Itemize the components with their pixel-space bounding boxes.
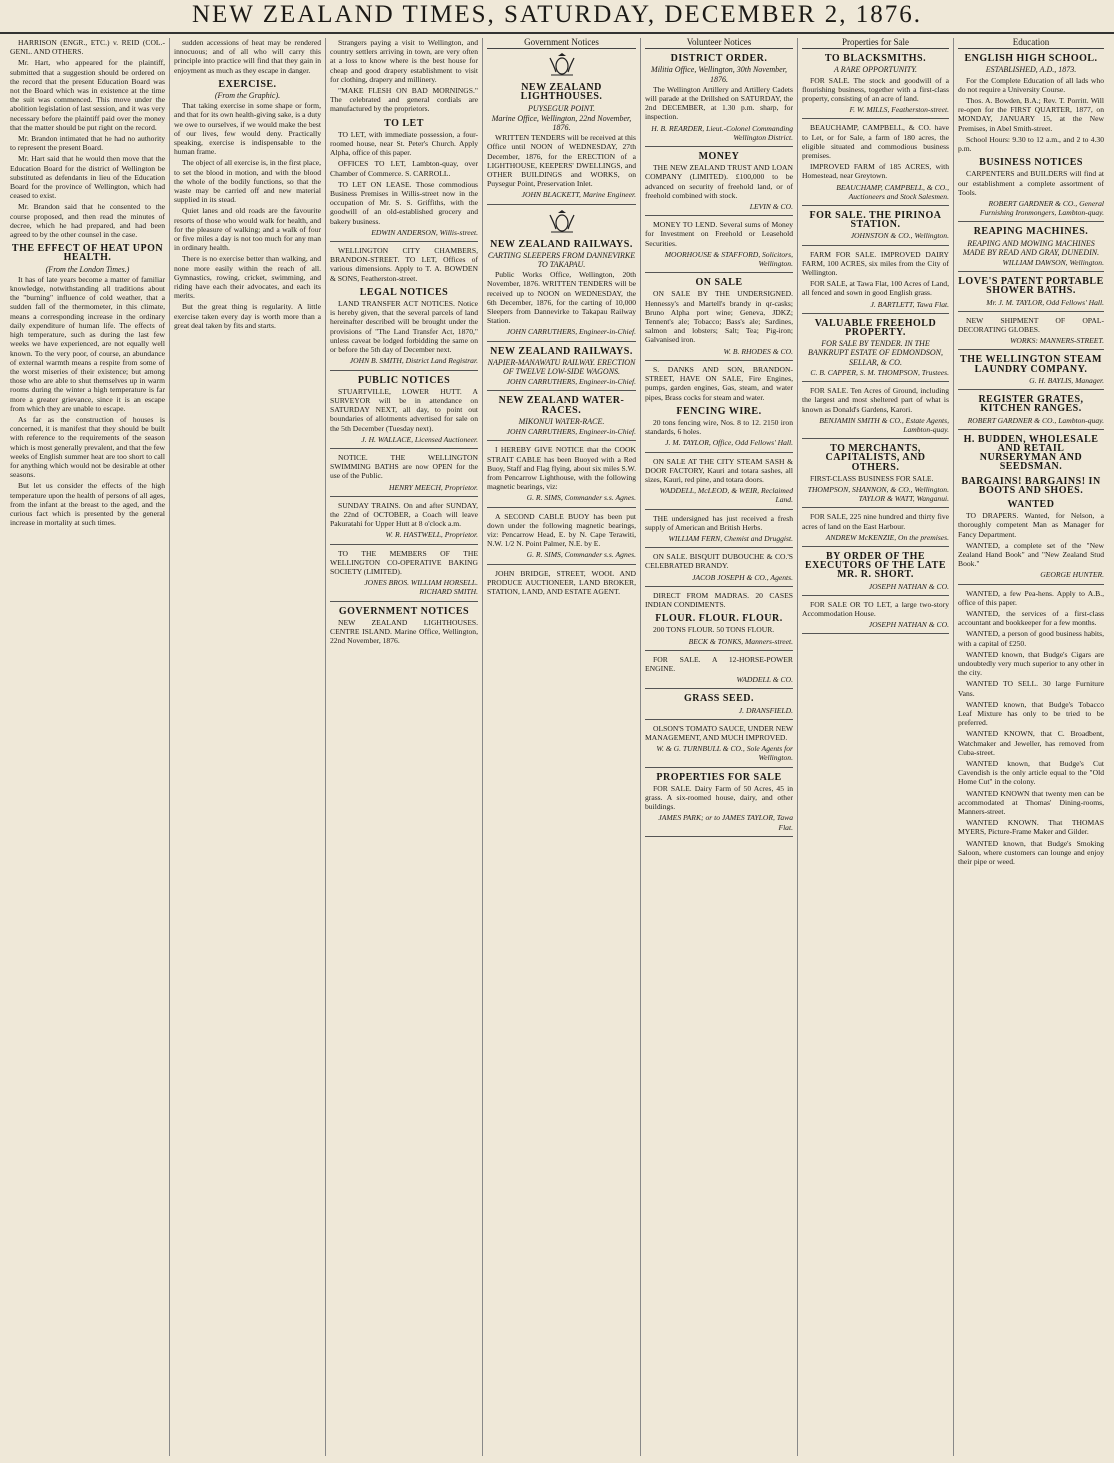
article-paragraph: Mr. Hart, who appeared for the plaintiff, submitted that a suggestion should be ordered on the record that the present Education Board was not the Board which was in existence at the time the suit was commenced. This move under the abolition legislation of last session, and it was very necessary before the plaintiff paid over the money that the matter should be put right on the record.	[10, 58, 166, 132]
article-paragraph: 200 TONS FLOUR. 50 TONS FLOUR.	[653, 625, 775, 635]
advert-signature: W. R. HASTWELL, Proprietor.	[385, 530, 478, 540]
advert-signature: W. B. RHODES & CO.	[723, 346, 793, 356]
advert-signature: WADDELL, McLEOD, & WEIR, Reclaimed Land.	[659, 486, 793, 505]
advert-signature: EDWIN ANDERSON, Willis-street.	[371, 227, 478, 237]
advert-heading: TO LET	[384, 117, 424, 129]
advert-heading: MONEY	[698, 151, 740, 163]
advert-heading: H. BUDDEN, WHOLESALE AND RETAIL NURSERYMAN AND SEEDSMAN.	[963, 433, 1099, 473]
article-paragraph: LAND TRANSFER ACT NOTICES. Notice is hereby given, that the several parcels of land hereinafter described will be brought under the provisions of "The Land Transfer Act, 1870," unless caveat be lodged forbidding the same on or before the 5th day of December next.	[330, 299, 478, 355]
column-5	[640, 38, 797, 1456]
divider	[645, 547, 793, 548]
advert-signature: GEORGE HUNTER.	[1040, 570, 1104, 580]
article-paragraph: NOTICE. THE WELLINGTON SWIMMING BATHS are now OPEN for the use of the Public.	[330, 452, 478, 481]
divider	[645, 272, 793, 273]
divider	[645, 650, 793, 651]
article-paragraph: ON SALE BY THE UNDERSIGNED. Hennessy's and Martell's brandy in qr-casks; Bruno Alpha port wine; Geneva, JDKZ; Tennent's ale; Tobacco; Bass's ale; Sardines, salmon and lobsters; Salt; Tea; Pig-iron; Galvanised iron.	[645, 289, 793, 345]
article-paragraph: FARM FOR SALE. IMPROVED DAIRY FARM, 100 ACRES, six miles from the City of Wellington.	[802, 249, 949, 278]
divider	[802, 118, 949, 119]
advert-heading: LEGAL NOTICES	[359, 286, 449, 298]
advert-heading: FOR SALE. THE PIRINOA STATION.	[809, 210, 942, 231]
advert-signature: JOHN CARRUTHERS, Engineer-in-Chief.	[506, 327, 636, 337]
masthead	[0, 0, 1114, 34]
advert-signature: F. W. MILLS, Featherston-street.	[849, 105, 949, 115]
advert-heading: NEW ZEALAND LIGHTHOUSES.	[520, 82, 603, 103]
advert-heading: NEW ZEALAND WATER-RACES.	[498, 395, 625, 416]
divider	[645, 586, 793, 587]
article-paragraph: SUNDAY TRAINS. On and after SUNDAY, the 22nd of OCTOBER, a Coach will leave Pakuratahi for Upper Hutt at 8 o'clock a.m.	[330, 500, 478, 529]
advert-signature: WADDELL & CO.	[736, 675, 793, 685]
advert-signature: J. DRANSFIELD.	[738, 705, 793, 715]
article-paragraph: sudden accessions of heat may be rendered innocuous; and of all who will carry this principle into practice will find that they gain in enjoyment as much as they escape in danger.	[174, 38, 321, 75]
advert-signature: ANDREW McKENZIE, On the premises.	[825, 532, 949, 542]
advert-subheading: ESTABLISHED, A.D., 1873.	[985, 65, 1077, 75]
advert-signature: JOSEPH NATHAN & CO.	[868, 620, 949, 630]
article-paragraph: WRITTEN TENDERS will be received at this Office until NOON of WEDNESDAY, 27th December, 1876, for the ERECTION of a LIGHTHOUSE, KEEPERS' DWELLINGS, and OTHER BUILDINGS and WORKS, on Puysegur Point, Preservation Inlet.	[487, 133, 636, 189]
article-paragraph: NEW SHIPMENT OF OPAL-DECORATING GLOBES.	[958, 315, 1104, 335]
divider	[330, 448, 478, 449]
advert-signature: G. H. BAYLIS, Manager.	[1029, 375, 1104, 385]
article-paragraph: "MAKE FLESH ON BAD MORNINGS." The celebrated and general cordials are manufactured by the proprietors.	[330, 86, 478, 114]
divider	[330, 544, 478, 545]
advert-heading: REGISTER GRATES, KITCHEN RANGES.	[978, 394, 1084, 415]
advert-heading: WANTED	[1007, 498, 1055, 510]
advert-signature: ROBERT GARDNER & CO., General Furnishing Ironmongers, Lambton-quay.	[979, 199, 1104, 218]
divider	[802, 313, 949, 314]
divider	[645, 452, 793, 453]
advert-signature: BECK & TONKS, Manners-street.	[688, 636, 793, 646]
article-paragraph: 20 tons fencing wire, Nos. 8 to 12. 2150 iron standards, 6 holes.	[645, 417, 793, 437]
article-paragraph: NEW ZEALAND LIGHTHOUSES. CENTRE ISLAND. Marine Office, Wellington, 22nd November, 1876.	[330, 617, 478, 646]
article-paragraph: WANTED KNOWN. That THOMAS MYERS, Picture-Frame Maker and Gilder.	[958, 818, 1104, 837]
article-paragraph: But let us consider the effects of the high temperature upon the health of persons of all ages, from the infant at the breast to the aged, and the curious fact which is presented by the general increase in mortality at such times.	[10, 481, 165, 528]
article-paragraph: WANTED, a few Pea-hens. Apply to A.B., office of this paper.	[958, 588, 1104, 607]
article-paragraph: WANTED known, that Budge's Smoking Saloon, where customers can lounge and enjoy their pipe or weed.	[958, 838, 1104, 867]
advert-signature: JOHN CARRUTHERS, Engineer-in-Chief.	[506, 427, 636, 437]
column-7	[953, 38, 1108, 1456]
advert-heading: GRASS SEED.	[684, 693, 754, 705]
divider	[645, 688, 793, 689]
coat-of-arms-icon	[545, 209, 579, 235]
advert-signature: LEVIN & CO.	[749, 202, 793, 212]
advert-subheading: Militia Office, Wellington, 30th November, 1876.	[651, 65, 787, 84]
advert-signature: JONES BROS. WILLIAM HORSELL. RICHARD SMITH.	[364, 578, 478, 597]
advert-subheading: (From the Graphic).	[214, 91, 281, 101]
divider	[802, 245, 949, 246]
article-paragraph: FOR SALE. Ten Acres of Ground, including the largest and most sheltered part of what is known as Donald's Gardens, Karori.	[802, 386, 949, 414]
advert-signature: W. & G. TURNBULL & CO., Sole Agents for Wellington.	[656, 744, 793, 763]
article-paragraph: FOR SALE, 225 nine hundred and thirty five acres of land on the East Harbour.	[802, 512, 949, 531]
advert-signature: WILLIAM DAWSON, Wellington.	[1002, 258, 1104, 268]
advert-subheading: PUYSEGUR POINT.	[528, 103, 595, 113]
advert-subheading: NAPIER-MANAWATU RAILWAY. ERECTION OF TWELVE LOW-SIDE WAGONS.	[487, 357, 636, 377]
article-paragraph: FOR SALE. A 12-HORSE-POWER ENGINE.	[645, 654, 793, 673]
advert-signature: G. R. SIMS, Commander s.s. Agnes.	[526, 550, 636, 560]
advert-signature: BEAUCHAMP, CAMPBELL, & CO., Auctioneers and Stock Salesmen.	[836, 182, 949, 201]
divider	[645, 836, 793, 837]
advert-signature: C. B. CAPPER, S. M. THOMPSON, Trustees.	[810, 367, 949, 377]
advert-heading: ENGLISH HIGH SCHOOL.	[964, 53, 1098, 65]
advert-subheading: Marine Office, Wellington, 22nd November, 1876.	[491, 113, 632, 133]
divider	[330, 496, 478, 497]
divider	[645, 719, 793, 720]
article-paragraph: HARRISON (ENGR., ETC.) v. REID (COL.-GENL. AND OTHERS.	[10, 38, 165, 57]
divider	[487, 204, 636, 205]
article-paragraph: STUARTVILLE, LOWER HUTT. A SURVEYOR will be in attendance on SATURDAY NEXT, all day, to point out boundaries of allotments advertised for sale on the 5th December (Tuesday next).	[330, 386, 478, 433]
advert-heading: DISTRICT ORDER.	[670, 53, 768, 65]
article-paragraph: FOR SALE. The stock and goodwill of a flourishing business, together with a first-class property, consisting of an acre of land.	[802, 75, 949, 104]
advert-heading: LOVE'S PATENT PORTABLE SHOWER BATHS.	[958, 276, 1104, 297]
divider	[487, 507, 636, 508]
advert-heading: BARGAINS! BARGAINS! IN BOOTS AND SHOES.	[961, 475, 1101, 496]
article-paragraph: For the Complete Education of all lads who do not require a University Course.	[958, 75, 1104, 94]
divider	[958, 584, 1104, 585]
article-paragraph: CARPENTERS and BUILDERS will find at our establishment a complete assortment of Tools.	[958, 169, 1104, 197]
advert-heading: GOVERNMENT NOTICES	[338, 605, 470, 617]
advert-signature: MOORHOUSE & STAFFORD, Solicitors, Wellington.	[664, 249, 793, 269]
divider	[330, 370, 478, 371]
article-paragraph: FIRST-CLASS BUSINESS FOR SALE.	[810, 473, 934, 483]
column-4	[482, 38, 640, 1456]
column-heading: Government Notices	[487, 38, 636, 49]
advert-signature: J. H. WALLACE, Licensed Auctioneer.	[361, 434, 478, 444]
advert-signature: JOHN BLACKETT, Marine Engineer.	[521, 190, 636, 200]
article-paragraph: WANTED known, that Budge's Cut Cavendish is the only article equal to the "Old Home Cut" in the colony.	[958, 759, 1104, 787]
divider	[958, 429, 1104, 430]
article-paragraph: A SECOND CABLE BUOY has been put down under the following magnetic bearings, viz: Pencarrow Head, E. by N. Cape Terawiti, N.W. 1/2 N. Point Palmer, N.E. by E.	[487, 511, 636, 549]
advert-heading: THE WELLINGTON STEAM LAUNDRY COMPANY.	[960, 354, 1102, 375]
advert-subheading: CARTING SLEEPERS FROM DANNEVIRKE TO TAKAPAU.	[487, 250, 636, 270]
article-paragraph: THE NEW ZEALAND TRUST AND LOAN COMPANY (LIMITED). £100,000 to be advanced on security of freehold land, or of freehold combined with stock.	[645, 163, 793, 200]
article-paragraph: WANTED TO SELL. 30 large Furniture Vans.	[958, 679, 1104, 698]
advert-heading: ON SALE	[695, 277, 743, 289]
article-paragraph: ON SALE. BISQUIT DUBOUCHE & CO.'S CELEBRATED BRANDY.	[645, 552, 793, 571]
divider	[330, 241, 478, 242]
article-paragraph: MONEY TO LEND. Several sums of Money for Investment on Freehold or Leasehold Securities.	[645, 220, 793, 248]
column-heading: Properties for Sale	[802, 38, 949, 49]
article-paragraph: IMPROVED FARM of 185 ACRES, with Homestead, near Greytown.	[802, 162, 949, 181]
advert-signature: G. R. SIMS, Commander s.s. Agnes.	[526, 493, 636, 503]
article-paragraph: THE undersigned has just received a fresh supply of American and British Herbs.	[645, 513, 793, 532]
divider	[802, 595, 949, 596]
advert-heading: BY ORDER OF THE EXECUTORS OF THE LATE MR. R. SHORT.	[805, 550, 946, 581]
column-heading: Volunteer Notices	[645, 38, 793, 49]
divider	[958, 311, 1104, 312]
divider	[958, 271, 1104, 272]
divider	[802, 546, 949, 547]
divider	[487, 341, 636, 342]
article-paragraph: WANTED KNOWN, that C. Broadbent, Watchmaker and Jeweller, has removed from Cuba-street.	[958, 729, 1104, 757]
column-6	[797, 38, 953, 1456]
divider	[645, 360, 793, 361]
advert-signature: J. BARTLETT, Tawa Flat.	[870, 299, 949, 309]
divider	[802, 205, 949, 206]
masthead-title: NEW ZEALAND TIMES, SATURDAY, DECEMBER 2, 1876.	[191, 1, 922, 28]
advert-signature: JOHN CARRUTHERS, Engineer-in-Chief.	[506, 377, 636, 387]
column-3	[325, 38, 482, 1456]
column-2	[169, 38, 325, 1456]
advert-signature: WORKS: MANNERS-STREET.	[1010, 336, 1104, 346]
article-paragraph: Thos. A. Bowden, B.A.; Rev. T. Porritt. Will re-open for the FIRST QUARTER, 1877, on MONDAY, JANUARY 15, at the New Premises, in Abel Smith-street.	[958, 96, 1104, 133]
article-paragraph: FOR SALE. Dairy Farm of 50 Acres, 45 in grass. A six-roomed house, dairy, and other buildings.	[645, 783, 793, 812]
article-paragraph: Mr. Brandon said that he consented to the course proposed, and then read the minutes of decree, which he had prepared, and had been agreed to by the other counsel in the case.	[10, 202, 165, 240]
article-paragraph: That taking exercise in some shape or form, and that for its own health-giving sake, is a duty we owe to ourselves, if we would make the best of our lives, few would deny. Practically speaking, exercise is indispensable to the human frame.	[174, 101, 321, 157]
article-paragraph: It has of late years become a matter of familiar knowledge, notwithstanding all traditions about the "burning" influence of cold weather, that a sudden fall of the thermometer, in this climate, means a corresponding increase in the ordinary daily expenditure of human life. The effects of high temperature, such as during the last few weeks we have experienced, are not equally well known. To the very poor, of course, an abundance of external warmth means a respite from some of the worst miseries of their existence; but among those who are able to shut themselves up in warm rooms during the winter a high temperature is far more a greater grievance, since it is an escape from which they are unable to escape.	[10, 274, 165, 413]
column-heading: Education	[958, 38, 1104, 49]
article-paragraph: OFFICES TO LET, Lambton-quay, over Chamber of Commerce. S. CARROLL.	[330, 159, 478, 178]
advert-signature: BENJAMIN SMITH & CO., Estate Agents, Lambton-quay.	[819, 415, 949, 434]
column-1	[6, 38, 169, 1456]
divider	[330, 601, 478, 602]
advert-signature: HENRY MEECH, Proprietor.	[388, 482, 478, 492]
divider	[802, 507, 949, 508]
article-paragraph: WELLINGTON CITY CHAMBERS, BRANDON-STREET. TO LET, Offices of various dimensions. Apply to T. A. BOWDEN & SONS, Featherston-street.	[330, 246, 478, 283]
article-paragraph: The Wellington Artillery and Artillery Cadets will parade at the Drillshed on SATURDAY, the 2nd DECEMBER, at 1.30 p.m. sharp, for inspection.	[645, 84, 793, 122]
advert-signature: ROBERT GARDNER & CO., Lambton-quay.	[967, 415, 1104, 425]
divider	[487, 564, 636, 565]
advert-signature: JOHNSTON & CO., Wellington.	[850, 231, 949, 241]
advert-subheading: REAPING AND MOWING MACHINES MADE BY READ AND GRAY, DUNEDIN.	[962, 238, 1100, 257]
columns-container	[6, 38, 1108, 1456]
advert-subheading: MIKONUI WATER-RACE.	[518, 416, 605, 426]
article-paragraph: Quiet lanes and old roads are the favourite resorts of those who would walk for health, and for the pleasure of walking; and a walk of four or five miles a day is not too much for any man in ordinary health.	[174, 206, 321, 253]
divider	[802, 381, 949, 382]
advert-heading: THE EFFECT OF HEAT UPON HEALTH.	[11, 243, 164, 264]
advert-signature: Mr. J. M. TAYLOR, Odd Fellows' Hall.	[986, 297, 1104, 307]
advert-heading: EXERCISE.	[218, 78, 277, 90]
advert-signature: JACOB JOSEPH & CO., Agents.	[692, 572, 793, 582]
advert-heading: PROPERTIES FOR SALE	[656, 771, 782, 783]
article-paragraph: WANTED KNOWN that twenty men can be accommodated at Thomas' Dining-rooms, Manners-street.	[958, 788, 1104, 817]
divider	[645, 215, 793, 216]
article-paragraph: But the great thing is regularity. A little exercise taken every day is worth more than a great deal taken by fits and starts.	[174, 302, 321, 330]
article-paragraph: As far as the construction of houses is concerned, it is manifest that they should be built with reference to the requirements of the season which is most generally prevalent, and that the few weeks of English summer heat are too short to call for anything which would not be desirable at other seasons.	[10, 414, 165, 480]
article-paragraph: Public Works Office, Wellington, 20th November, 1876. WRITTEN TENDERS will be received up to NOON on WEDNESDAY, the 6th December, 1876, for the carting of 10,000 Sleepers from Dannevirke to Takapau Railway Station.	[487, 270, 636, 326]
article-paragraph: S. DANKS AND SON, BRANDON-STREET, HAVE ON SALE, Fire Engines, pumps, garden engines, Gas, steam, and water pipes, Brass cocks for steam and water.	[645, 364, 793, 402]
article-paragraph: School Hours: 9.30 to 12 a.m., and 2 to 4.30 p.m.	[958, 134, 1104, 154]
article-paragraph: FOR SALE OR TO LET, a large two-story Accommodation House.	[802, 599, 949, 618]
divider	[958, 221, 1104, 222]
divider	[487, 440, 636, 441]
article-paragraph: Mr. Brandon intimated that he had no authority to represent the present Board.	[10, 134, 165, 153]
advert-signature: H. B. REARDER, Lieut.-Colonel Commanding Wellington District.	[651, 123, 793, 142]
divider	[958, 389, 1104, 390]
article-paragraph: Strangers paying a visit to Wellington, and country settlers arriving in town, are very often at a loss to know where is the best house for cheap and good drapery establishment to visit for clothing, drapery and millinery.	[330, 38, 478, 84]
advert-heading: REAPING MACHINES.	[973, 226, 1089, 238]
divider	[958, 349, 1104, 350]
divider	[802, 438, 949, 439]
article-paragraph: JOHN BRIDGE, STREET, WOOL AND PRODUCE AUCTIONEER, LAND BROKER, STATION, LAND, AND ESTATE AGENT.	[487, 568, 636, 596]
article-paragraph: TO LET, with immediate possession, a four-roomed house, near St. Peter's Church. Apply Alpha, office of this paper.	[330, 129, 478, 158]
advert-heading: NEW ZEALAND RAILWAYS.	[490, 238, 633, 250]
advert-heading: TO BLACKSMITHS.	[824, 53, 927, 65]
advert-signature: WILLIAM FERN, Chemist and Druggist.	[668, 533, 793, 543]
advert-heading: FENCING WIRE.	[676, 405, 762, 417]
article-paragraph: TO DRAPERS. Wanted, for Nelson, a thoroughly competent Man as Manager for Fancy Department.	[958, 511, 1104, 539]
advert-subheading: A RARE OPPORTUNITY.	[834, 65, 917, 75]
article-paragraph: DIRECT FROM MADRAS. 20 CASES INDIAN CONDIMENTS.	[645, 590, 793, 609]
advert-signature: THOMPSON, SHANNON, & CO., Wellington. TAYLOR & WATT, Wanganui.	[807, 484, 949, 504]
article-paragraph: I HEREBY GIVE NOTICE that the COOK STRAIT CABLE has been Buoyed with a Red Buoy, Staff and Flag flying, about six miles S.W. from Pencarrow Lighthouse, with the following magnetic bearings, viz:	[487, 445, 636, 492]
article-paragraph: ON SALE AT THE CITY STEAM SASH & DOOR FACTORY, Kauri and totara sashes, all sizes, Kauri, red pine, and totara doors.	[645, 456, 793, 484]
advert-signature: JAMES PARK; or to JAMES TAYLOR, Tawa Flat.	[658, 813, 793, 832]
article-paragraph: Mr. Hart said that he would then move that the Education Board for the district of Wellington be substituted as defendants in lieu of the Education Board for the province of Wellington, which had ceased to exist.	[10, 154, 165, 201]
advert-heading: PUBLIC NOTICES	[357, 374, 451, 386]
article-paragraph: WANTED, a complete set of the "New Zealand Hand Book" and "New Zealand Stud Book."	[958, 540, 1104, 569]
advert-heading: TO MERCHANTS, CAPITALISTS, AND OTHERS.	[825, 443, 926, 473]
article-paragraph: TO THE MEMBERS OF THE WELLINGTON CO-OPERATIVE BAKING SOCIETY (LIMITED).	[330, 548, 478, 576]
advert-heading: NEW ZEALAND RAILWAYS.	[490, 345, 633, 357]
advert-heading: BUSINESS NOTICES	[979, 157, 1083, 169]
article-paragraph: OLSON'S TOMATO SAUCE, UNDER NEW MANAGEMENT, AND MUCH IMPROVED.	[645, 723, 793, 742]
article-paragraph: WANTED, a person of good business habits, with a capital of £250.	[958, 629, 1104, 648]
divider	[645, 509, 793, 510]
advert-heading: FLOUR. FLOUR. FLOUR.	[655, 613, 783, 625]
advert-heading: VALUABLE FREEHOLD PROPERTY.	[814, 317, 937, 339]
article-paragraph: TO LET ON LEASE. Those commodious Business Premises in Willis-street now in the occupation of Mr. S. S. Griffiths, with the goodwill of an old-established grocery and bakery business.	[330, 179, 478, 226]
article-paragraph: WANTED known, that Budge's Tobacco Leaf Mixture has only to be tried to be preferred.	[958, 699, 1104, 728]
coat-of-arms-icon	[545, 52, 579, 78]
divider	[645, 767, 793, 768]
advert-signature: JOSEPH NATHAN & CO.	[868, 581, 949, 591]
advert-signature: JOHN B. SMITH, District Land Registrar.	[349, 356, 478, 366]
divider	[487, 390, 636, 391]
article-paragraph: FOR SALE, at Tawa Flat, 100 Acres of Land, all fenced and sown in good English grass.	[802, 279, 949, 298]
article-paragraph: WANTED known, that Budge's Cigars are undoubtedly very much superior to any other in the city.	[958, 649, 1104, 678]
divider	[645, 146, 793, 147]
article-paragraph: The object of all exercise is, in the first place, to set the blood in motion, and with the blood the whole of the bodily functions, so that the waste may be carried off and new material supplied in its stead.	[174, 158, 321, 205]
article-paragraph: WANTED, the services of a first-class accountant and bookkeeper for a few months.	[958, 608, 1104, 628]
article-paragraph: There is no exercise better than walking, and none more easily within the reach of all. Gymnastics, rowing, cricket, swimming, and riding have each their advocates, and each its merits.	[174, 254, 321, 301]
advert-subheading: (From the London Times.)	[45, 264, 130, 274]
advert-subheading: FOR SALE BY TENDER. IN THE BANKRUPT ESTATE OF EDMONDSON, SELLAR, & CO.	[808, 339, 943, 367]
divider	[802, 633, 949, 634]
advert-signature: J. M. TAYLOR, Office, Odd Fellows' Hall.	[665, 438, 793, 448]
article-paragraph: BEAUCHAMP, CAMPBELL, & CO. have to Let, or for Sale, a farm of 180 acres, the eligible situated and commodious business premises.	[802, 123, 949, 161]
